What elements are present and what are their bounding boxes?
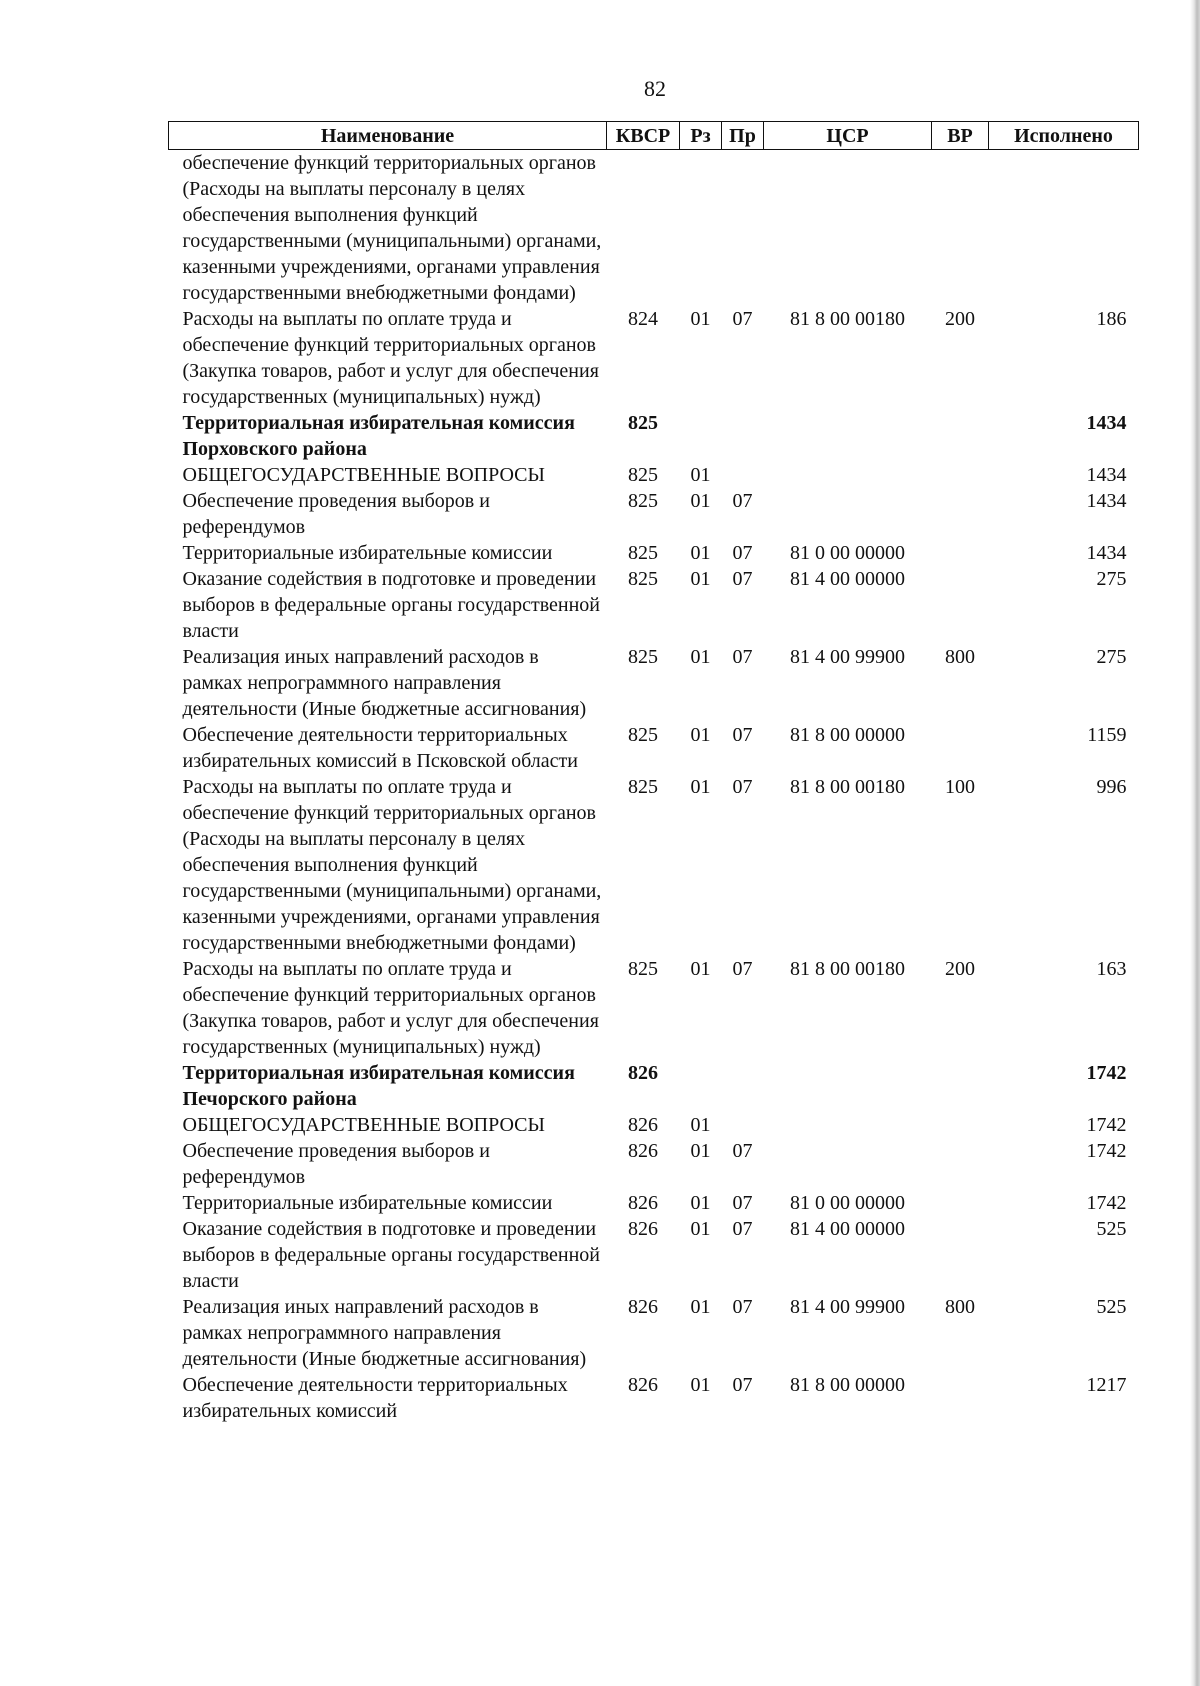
row-csr: 81 8 00 00180 <box>790 308 905 330</box>
row-name: Территориальная избирательная комиссия Печорского района <box>182 1062 575 1110</box>
table-header-row <box>169 122 1139 150</box>
row-rz: 01 <box>690 308 711 330</box>
row-pr: 07 <box>732 1296 753 1318</box>
row-csr <box>764 1138 932 1190</box>
row-pr: 07 <box>732 1140 753 1162</box>
row-csr: 81 0 00 00000 <box>790 542 905 564</box>
header-name: Наименование <box>169 122 607 150</box>
table-row <box>169 1294 1139 1372</box>
row-pr <box>722 410 764 462</box>
scan-edge <box>1190 0 1200 1686</box>
row-pr: 07 <box>732 568 753 590</box>
row-csr: 81 4 00 99900 <box>790 646 905 668</box>
row-pr <box>722 1060 764 1112</box>
row-csr <box>764 150 932 307</box>
row-name: Территориальные избирательные комиссии <box>182 1192 553 1214</box>
row-kvsr: 826 <box>628 1296 658 1318</box>
row-rz: 01 <box>690 490 711 512</box>
row-name: Обеспечение деятельности территориальных избирательных комиссий <box>182 1374 568 1422</box>
row-kvsr: 825 <box>628 568 658 590</box>
row-rz: 01 <box>690 1192 711 1214</box>
row-csr <box>764 462 932 488</box>
row-rz: 01 <box>690 542 711 564</box>
row-csr <box>764 1112 932 1138</box>
row-vr: 200 <box>945 308 975 330</box>
table-row <box>169 956 1139 1060</box>
page-number: 82 <box>644 76 666 101</box>
row-name: Расходы на выплаты по оплате труда и обеспечение функций территориальных органов (Закупка товаров, работ и услуг для обеспечения государственных (муниципальных) нужд) <box>182 308 599 408</box>
row-rz <box>680 410 722 462</box>
row-name: Обеспечение проведения выборов и референдумов <box>182 490 490 538</box>
row-sum: 1434 <box>1086 542 1127 564</box>
row-vr <box>932 1060 989 1112</box>
row-kvsr: 825 <box>628 542 658 564</box>
row-vr <box>932 150 989 307</box>
row-name: Территориальные избирательные комиссии <box>182 542 553 564</box>
header-sum: Исполнено <box>989 122 1139 150</box>
row-name: Реализация иных направлений расходов в рамках непрограммного направления деятельности (Иные бюджетные ассигнования) <box>182 1296 587 1370</box>
row-pr <box>722 1112 764 1138</box>
row-vr <box>932 540 989 566</box>
row-sum: 1742 <box>1086 1062 1127 1084</box>
row-sum <box>989 150 1139 307</box>
row-vr <box>932 488 989 540</box>
row-kvsr: 826 <box>628 1062 658 1084</box>
row-sum: 163 <box>1096 958 1127 980</box>
header-vr: ВР <box>932 122 989 150</box>
header-csr: ЦСР <box>764 122 932 150</box>
row-sum: 1434 <box>1086 464 1127 486</box>
row-kvsr: 825 <box>628 776 658 798</box>
row-pr: 07 <box>732 1192 753 1214</box>
row-kvsr: 825 <box>628 464 658 486</box>
row-csr: 81 8 00 00000 <box>790 724 905 746</box>
row-rz: 01 <box>690 724 711 746</box>
table-row <box>169 410 1139 462</box>
row-pr <box>722 150 764 307</box>
row-vr <box>932 1372 989 1424</box>
row-rz: 01 <box>690 1296 711 1318</box>
row-csr <box>764 1060 932 1112</box>
row-csr: 81 8 00 00000 <box>790 1374 905 1396</box>
row-name: Оказание содействия в подготовке и проведении выборов в федеральные органы государственной власти <box>182 1218 600 1292</box>
header-pr: Пр <box>722 122 764 150</box>
row-sum: 1434 <box>1086 412 1127 434</box>
row-vr: 800 <box>945 1296 975 1318</box>
row-name: Территориальная избирательная комиссия Порховского района <box>182 412 575 460</box>
table-row <box>169 1060 1139 1112</box>
table-row <box>169 644 1139 722</box>
row-pr: 07 <box>732 724 753 746</box>
row-vr <box>932 1216 989 1294</box>
row-sum: 1217 <box>1086 1374 1127 1396</box>
row-csr: 81 0 00 00000 <box>790 1192 905 1214</box>
budget-table <box>168 121 1139 1424</box>
table-row <box>169 1372 1139 1424</box>
row-sum: 1742 <box>1086 1114 1127 1136</box>
row-pr: 07 <box>732 542 753 564</box>
row-vr <box>932 1138 989 1190</box>
row-vr: 200 <box>945 958 975 980</box>
row-kvsr: 826 <box>628 1140 658 1162</box>
row-rz: 01 <box>690 646 711 668</box>
row-kvsr <box>607 150 680 307</box>
row-rz <box>680 1060 722 1112</box>
row-kvsr: 826 <box>628 1218 658 1240</box>
row-rz: 01 <box>690 1114 711 1136</box>
row-rz: 01 <box>690 1374 711 1396</box>
row-name: Расходы на выплаты по оплате труда и обеспечение функций территориальных органов (Закупка товаров, работ и услуг для обеспечения государственных (муниципальных) нужд) <box>182 958 599 1058</box>
row-sum: 275 <box>1096 568 1127 590</box>
row-kvsr: 824 <box>628 308 658 330</box>
table-row <box>169 774 1139 956</box>
row-sum: 1742 <box>1086 1192 1127 1214</box>
row-vr <box>932 1190 989 1216</box>
row-rz: 01 <box>690 1218 711 1240</box>
header-rz: Рз <box>680 122 722 150</box>
table-row <box>169 722 1139 774</box>
row-pr: 07 <box>732 958 753 980</box>
table-row <box>169 150 1139 307</box>
row-kvsr: 826 <box>628 1374 658 1396</box>
row-csr: 81 4 00 99900 <box>790 1296 905 1318</box>
row-kvsr: 825 <box>628 724 658 746</box>
row-csr <box>764 488 932 540</box>
row-rz: 01 <box>690 1140 711 1162</box>
row-sum: 1159 <box>1087 724 1127 746</box>
row-sum: 525 <box>1096 1218 1127 1240</box>
row-pr <box>722 462 764 488</box>
row-csr: 81 8 00 00180 <box>790 958 905 980</box>
row-name: ОБЩЕГОСУДАРСТВЕННЫЕ ВОПРОСЫ <box>182 1114 545 1136</box>
row-rz: 01 <box>690 568 711 590</box>
row-rz: 01 <box>690 464 711 486</box>
table-row <box>169 566 1139 644</box>
table-row <box>169 1138 1139 1190</box>
row-name: Обеспечение проведения выборов и референдумов <box>182 1140 490 1188</box>
row-name: Расходы на выплаты по оплате труда и обеспечение функций территориальных органов (Расходы на выплаты персоналу в целях обеспечения выполнения функций государственными (муниципальными) органами, казенными учреждениями, органами управления государственными внебюджетными фондами) <box>182 776 602 954</box>
row-kvsr: 825 <box>628 490 658 512</box>
row-kvsr: 825 <box>628 412 658 434</box>
table-row <box>169 1190 1139 1216</box>
row-sum: 1742 <box>1086 1140 1127 1162</box>
row-vr <box>932 566 989 644</box>
row-kvsr: 825 <box>628 646 658 668</box>
row-sum: 525 <box>1096 1296 1127 1318</box>
row-rz <box>680 150 722 307</box>
row-kvsr: 825 <box>628 958 658 980</box>
row-vr <box>932 462 989 488</box>
row-csr: 81 4 00 00000 <box>790 568 905 590</box>
table-row <box>169 1112 1139 1138</box>
row-kvsr: 826 <box>628 1114 658 1136</box>
row-vr <box>932 410 989 462</box>
row-pr: 07 <box>732 1218 753 1240</box>
row-name: обеспечение функций территориальных органов (Расходы на выплаты персоналу в целях обеспечения выполнения функций государственными (муниципальными) органами, казенными учреждениями, органами управления государственными внебюджетными фондами) <box>182 152 602 304</box>
row-vr <box>932 1112 989 1138</box>
table-row <box>169 540 1139 566</box>
row-vr <box>932 722 989 774</box>
row-pr: 07 <box>732 776 753 798</box>
row-name: Реализация иных направлений расходов в рамках непрограммного направления деятельности (Иные бюджетные ассигнования) <box>182 646 587 720</box>
row-sum: 996 <box>1096 776 1127 798</box>
row-vr: 100 <box>945 776 975 798</box>
row-csr: 81 8 00 00180 <box>790 776 905 798</box>
row-sum: 186 <box>1096 308 1127 330</box>
row-pr: 07 <box>732 490 753 512</box>
row-rz: 01 <box>690 776 711 798</box>
header-kvsr: КВСР <box>607 122 680 150</box>
row-pr: 07 <box>732 1374 753 1396</box>
row-sum: 275 <box>1096 646 1127 668</box>
row-pr: 07 <box>732 308 753 330</box>
row-rz: 01 <box>690 958 711 980</box>
row-pr: 07 <box>732 646 753 668</box>
row-csr <box>764 410 932 462</box>
row-name: Оказание содействия в подготовке и проведении выборов в федеральные органы государственной власти <box>182 568 600 642</box>
table-row <box>169 1216 1139 1294</box>
row-vr: 800 <box>945 646 975 668</box>
table-row <box>169 306 1139 410</box>
table-body <box>169 150 1139 1425</box>
row-sum: 1434 <box>1086 490 1127 512</box>
table-row <box>169 488 1139 540</box>
table-row <box>169 462 1139 488</box>
row-kvsr: 826 <box>628 1192 658 1214</box>
row-name: Обеспечение деятельности территориальных избирательных комиссий в Псковской области <box>182 724 578 772</box>
row-csr: 81 4 00 00000 <box>790 1218 905 1240</box>
row-name: ОБЩЕГОСУДАРСТВЕННЫЕ ВОПРОСЫ <box>182 464 545 486</box>
